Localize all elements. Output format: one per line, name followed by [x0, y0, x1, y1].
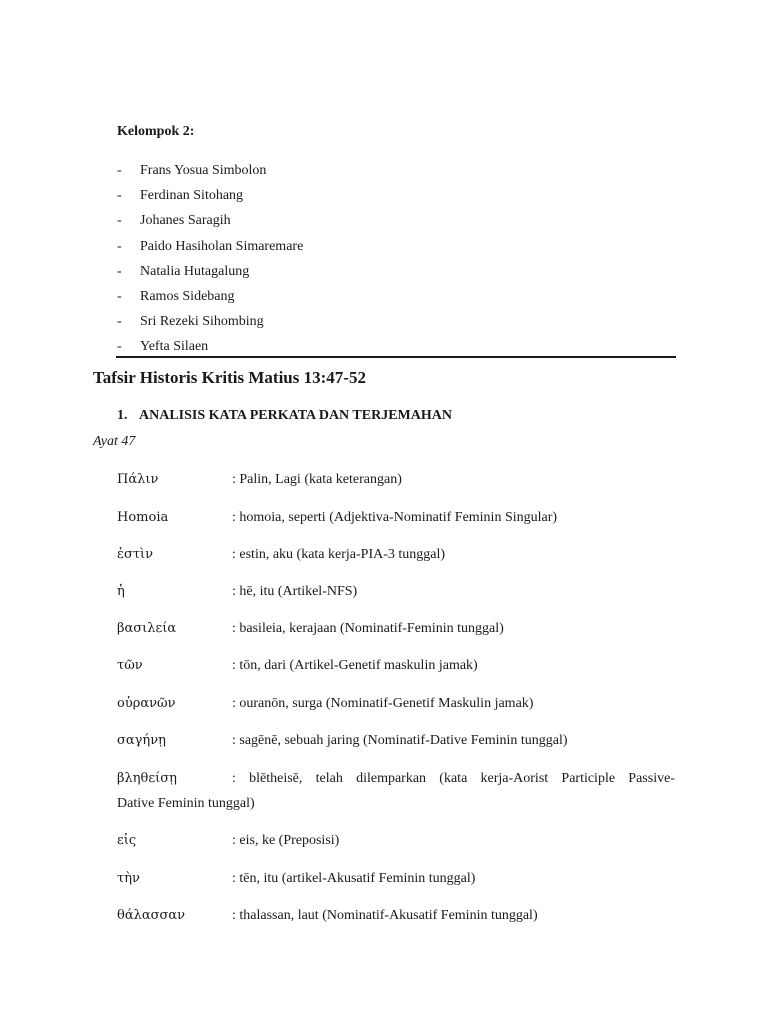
list-item	[117, 211, 303, 236]
greek-word: Πάλιν	[117, 472, 159, 487]
list-item	[117, 287, 303, 312]
word-gloss: tōn, dari (Artikel-Genetif maskulin jamak)	[239, 658, 478, 673]
list-dash: -	[117, 213, 122, 229]
member-name: Sri Rezeki Sihombing	[140, 314, 264, 330]
list-dash: -	[117, 314, 122, 330]
member-name: Johanes Saragih	[140, 213, 231, 229]
word-entry	[117, 656, 675, 676]
section-title: ANALISIS KATA PERKATA DAN TERJEMAHAN	[139, 408, 452, 423]
word-entry	[117, 831, 675, 851]
member-name: Ramos Sidebang	[140, 288, 235, 304]
group-title: Kelompok 2:	[117, 124, 195, 139]
gloss-word: dilemparkan	[356, 771, 427, 786]
word-entry	[117, 582, 675, 602]
separator: :	[232, 771, 236, 786]
greek-word: σαγήνῃ	[117, 733, 166, 748]
member-name: Ferdinan Sitohang	[140, 188, 244, 204]
separator: :	[232, 908, 236, 923]
section-number: 1.	[117, 408, 128, 423]
greek-word: εἰς	[117, 833, 137, 848]
separator: :	[232, 871, 236, 886]
word-gloss: thalassan, laut (Nominatif-Akusatif Feminin tunggal)	[239, 908, 538, 923]
separator: :	[232, 584, 236, 599]
word-gloss: sagēnē, sebuah jaring (Nominatif-Dative Feminin tunggal)	[239, 733, 568, 748]
list-dash: -	[117, 339, 122, 355]
greek-word: βληθείσῃ	[117, 771, 177, 786]
list-item	[117, 186, 303, 211]
word-gloss: ouranōn, surga (Nominatif-Genetif Maskulin jamak)	[239, 696, 534, 711]
verse-label: Ayat 47	[93, 434, 136, 449]
greek-word: θάλασσαν	[117, 908, 186, 923]
list-dash: -	[117, 163, 122, 178]
separator: :	[232, 658, 236, 673]
member-name: Frans Yosua Simbolon	[140, 163, 267, 178]
word-gloss: Palin, Lagi (kata keterangan)	[239, 472, 402, 487]
gloss-continuation: Dative Feminin tunggal)	[117, 796, 255, 811]
list-dash: -	[117, 238, 122, 254]
word-entry	[117, 906, 675, 926]
member-name: Natalia Hutagalung	[140, 263, 250, 279]
horizontal-rule	[116, 356, 676, 358]
separator: :	[232, 472, 236, 487]
list-dash: -	[117, 288, 122, 304]
separator: :	[232, 547, 236, 562]
gloss-word: telah	[315, 771, 343, 786]
list-item	[117, 337, 303, 362]
word-gloss: estin, aku (kata kerja-PIA-3 tunggal)	[239, 547, 446, 562]
separator: :	[232, 696, 236, 711]
word-entry	[117, 731, 675, 751]
word-gloss: tēn, itu (artikel-Akusatif Feminin tunggal)	[239, 871, 476, 886]
list-dash: -	[117, 263, 122, 279]
member-name: Yefta Silaen	[140, 339, 209, 355]
separator: :	[232, 510, 236, 525]
list-dash: -	[117, 188, 122, 204]
word-entry	[117, 694, 675, 714]
word-gloss: homoia, seperti (Adjektiva-Nominatif Feminin Singular)	[239, 510, 558, 525]
greek-word: ἡ	[117, 584, 125, 599]
greek-word: Homoia	[117, 510, 169, 525]
member-list	[117, 161, 303, 363]
gloss-word: (kata	[439, 771, 468, 786]
section-heading	[117, 408, 452, 424]
word-gloss: basileia, kerajaan (Nominatif-Feminin tunggal)	[239, 621, 504, 636]
word-entry	[117, 508, 675, 528]
word-entry	[117, 470, 675, 490]
greek-word: βασιλεία	[117, 621, 177, 636]
gloss-word: blētheisē,	[249, 771, 303, 786]
word-gloss	[232, 766, 675, 791]
word-entry	[117, 545, 675, 565]
list-item	[117, 161, 303, 186]
word-entry	[117, 766, 675, 816]
list-item	[117, 312, 303, 337]
member-name: Paido Hasiholan Simaremare	[140, 238, 304, 254]
word-entry	[117, 619, 675, 639]
separator: :	[232, 621, 236, 636]
word-gloss: eis, ke (Preposisi)	[239, 833, 340, 848]
document-title: Tafsir Historis Kritis Matius 13:47-52	[93, 368, 366, 387]
list-item	[117, 237, 303, 262]
entry-first-line	[117, 766, 675, 791]
greek-word: τὴν	[117, 871, 140, 886]
gloss-word: Passive-	[628, 771, 675, 786]
greek-word: ἐστὶν	[117, 547, 154, 562]
gloss-word: Participle	[561, 771, 616, 786]
greek-word: οὐρανῶν	[117, 696, 176, 711]
separator: :	[232, 833, 236, 848]
word-entry	[117, 869, 675, 889]
list-item	[117, 262, 303, 287]
word-gloss: hē, itu (Artikel-NFS)	[239, 584, 358, 599]
gloss-word: kerja-Aorist	[480, 771, 549, 786]
separator: :	[232, 733, 236, 748]
greek-word: τῶν	[117, 658, 143, 673]
